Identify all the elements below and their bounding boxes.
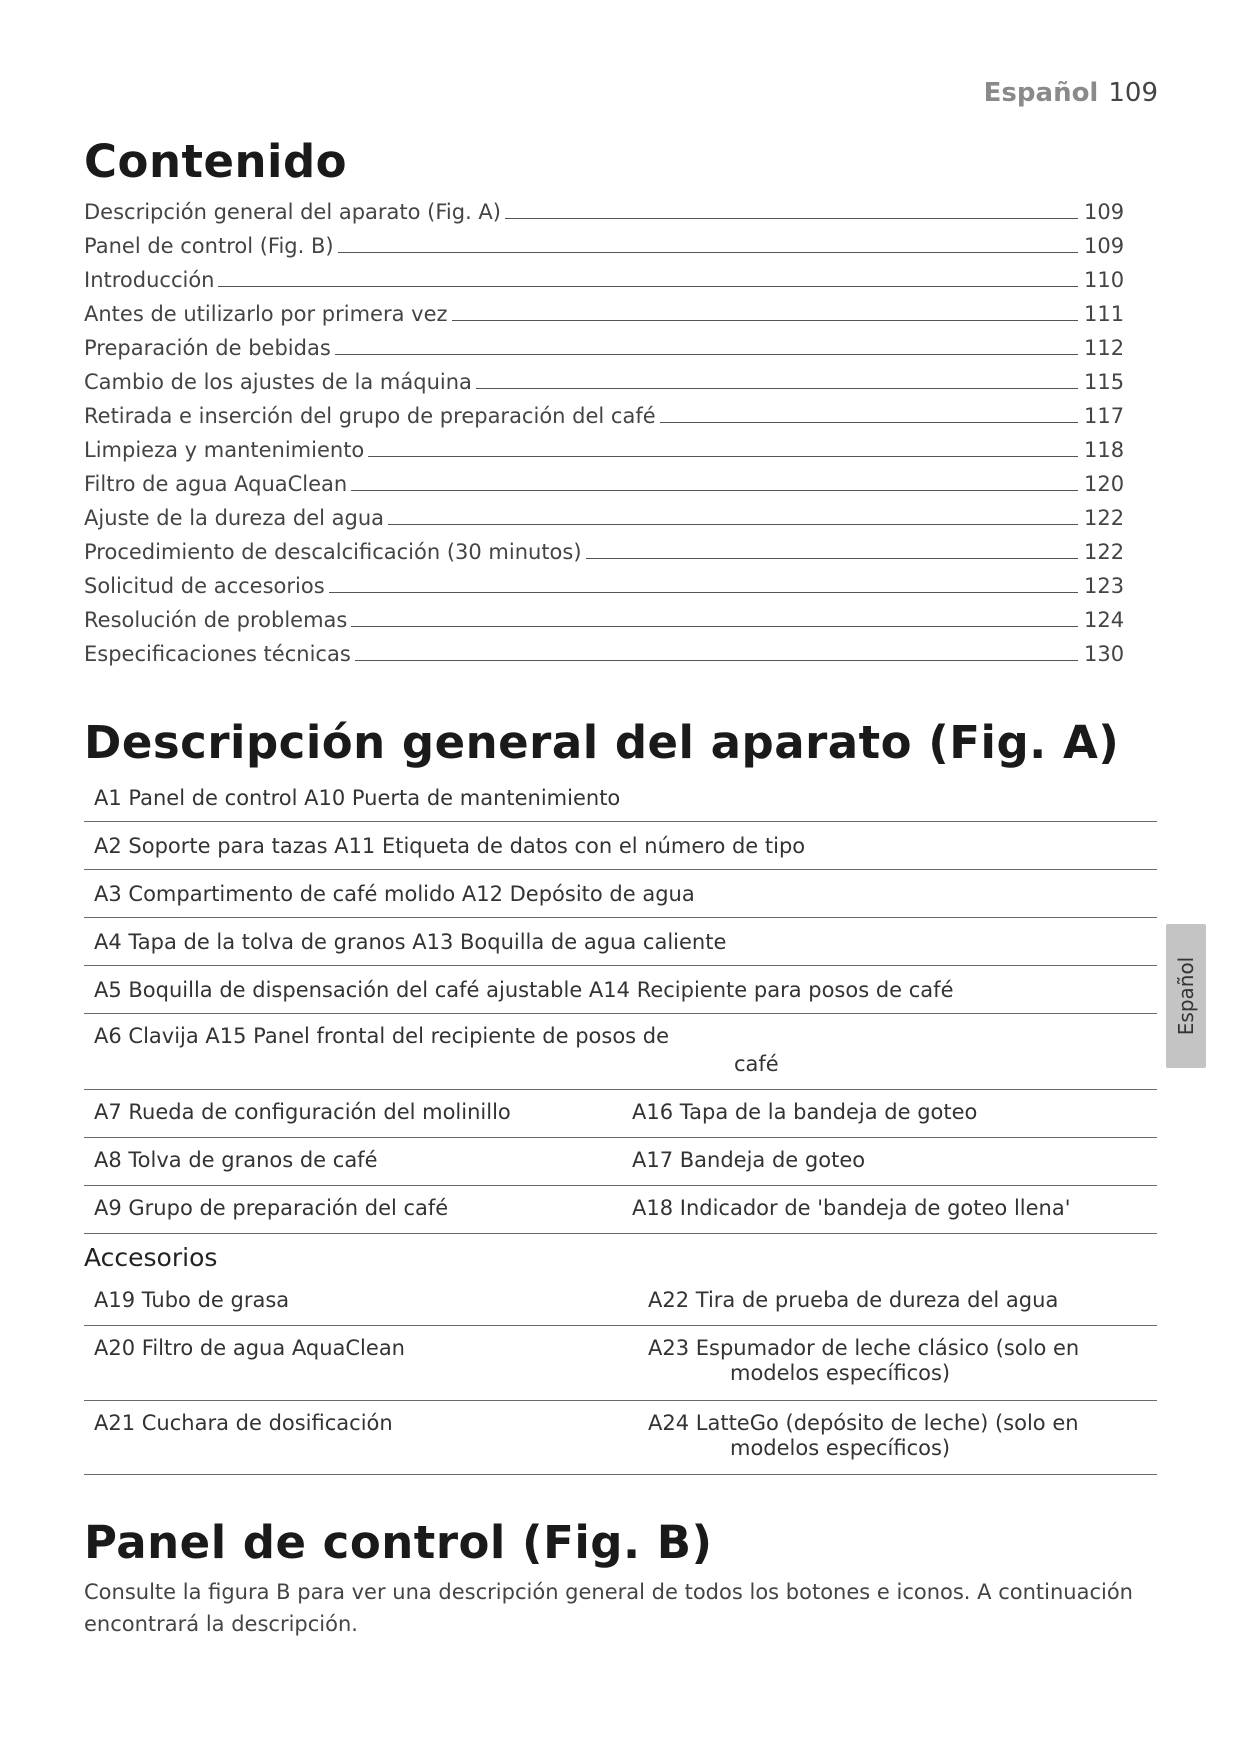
row-right-text: A16 Tapa de la bandeja de goteo — [632, 1100, 978, 1124]
toc-entry[interactable] — [84, 326, 1126, 360]
toc-entry-page: 122 — [1084, 506, 1125, 530]
table-row — [84, 774, 1157, 822]
control-panel-title: Panel de control (Fig. B) — [84, 1516, 713, 1569]
toc-entry-page: 124 — [1084, 608, 1125, 632]
toc-entry[interactable] — [84, 428, 1126, 462]
row-right-text: A22 Tira de prueba de dureza del agua — [648, 1288, 1059, 1312]
toc-leader — [452, 320, 1078, 321]
toc-leader — [388, 524, 1078, 525]
toc-entry-page: 120 — [1084, 472, 1125, 496]
row-text: A3 Compartimento de café molido A12 Depósito de agua — [94, 881, 695, 906]
table-row — [84, 1326, 1157, 1401]
toc-entry[interactable] — [84, 564, 1126, 598]
table-row — [84, 1401, 1157, 1475]
table-row — [84, 822, 1157, 870]
toc-leader — [351, 626, 1078, 627]
row-left-text: A9 Grupo de preparación del café — [94, 1196, 449, 1220]
table-row — [84, 1186, 1157, 1234]
table-row — [84, 1278, 1157, 1326]
side-tab-label: Español — [1174, 956, 1198, 1036]
toc-entry-text: Solicitud de accesorios — [84, 574, 325, 598]
toc-leader — [218, 286, 1078, 287]
toc-entry[interactable] — [84, 598, 1126, 632]
toc-entry-text: Limpieza y mantenimiento — [84, 438, 365, 462]
toc-entry-text: Ajuste de la dureza del agua — [84, 506, 385, 530]
row-right-text-continued: modelos específicos) — [730, 1436, 951, 1460]
toc-entry-page: 112 — [1084, 336, 1125, 360]
row-text: A1 Panel de control A10 Puerta de mantenimiento — [94, 785, 621, 810]
overview-table — [84, 774, 1157, 1234]
row-left-text: A21 Cuchara de dosificación — [94, 1411, 393, 1435]
toc-entry-text: Descripción general del aparato (Fig. A) — [84, 200, 501, 224]
table-row — [84, 1090, 1157, 1138]
toc-entry-page: 130 — [1084, 642, 1125, 666]
toc-leader — [586, 558, 1078, 559]
row-text: A5 Boquilla de dispensación del café ajustable A14 Recipiente para posos de café — [94, 977, 954, 1002]
table-row — [84, 918, 1157, 966]
toc-entry-page: 110 — [1084, 268, 1125, 292]
toc-leader — [368, 456, 1078, 457]
language-side-tab — [1166, 924, 1206, 1068]
toc-entry-text: Resolución de problemas — [84, 608, 348, 632]
toc-entry[interactable] — [84, 190, 1126, 224]
body-line: encontrará la descripción. — [84, 1612, 358, 1636]
overview-title: Descripción general del aparato (Fig. A) — [84, 716, 1120, 769]
row-text: A2 Soporte para tazas A11 Etiqueta de datos con el número de tipo — [94, 833, 806, 858]
toc-entry-page: 118 — [1084, 438, 1125, 462]
toc-entry-page: 115 — [1084, 370, 1125, 394]
toc-entry[interactable] — [84, 292, 1126, 326]
row-left-text: A8 Tolva de granos de café — [94, 1148, 378, 1172]
toc-leader — [338, 252, 1078, 253]
row-right-text: A17 Bandeja de goteo — [632, 1148, 866, 1172]
row-text: A4 Tapa de la tolva de granos A13 Boquilla de agua caliente — [94, 929, 727, 954]
toc-leader — [335, 354, 1078, 355]
header-language: Español — [983, 78, 1099, 108]
toc-entry-text: Especificaciones técnicas — [84, 642, 351, 666]
header-page-number: 109 — [1108, 78, 1158, 108]
page-header — [984, 78, 1158, 108]
control-panel-body — [84, 1576, 1157, 1640]
toc-entry-page: 109 — [1084, 234, 1125, 258]
toc-title: Contenido — [84, 135, 348, 188]
row-text-continued: café — [734, 1052, 779, 1076]
row-left-text: A7 Rueda de configuración del molinillo — [94, 1100, 511, 1124]
toc-entry-text: Preparación de bebidas — [84, 336, 331, 360]
toc-entry[interactable] — [84, 632, 1126, 666]
body-line: Consulte la figura B para ver una descripción general de todos los botones e iconos. A continuación — [84, 1580, 1133, 1604]
row-left-text: A19 Tubo de grasa — [94, 1288, 290, 1312]
accessories-title: Accesorios — [84, 1243, 218, 1272]
toc-leader — [660, 422, 1078, 423]
toc-entry-page: 109 — [1084, 200, 1125, 224]
accessories-table — [84, 1278, 1157, 1475]
toc-leader — [476, 388, 1078, 389]
table-row — [84, 870, 1157, 918]
toc-entry[interactable] — [84, 224, 1126, 258]
table-of-contents — [84, 190, 1126, 666]
row-text: A6 Clavija A15 Panel frontal del recipiente de posos de — [94, 1024, 670, 1048]
toc-entry[interactable] — [84, 530, 1126, 564]
toc-entry-text: Procedimiento de descalcificación (30 minutos) — [84, 540, 582, 564]
toc-leader — [355, 660, 1078, 661]
toc-entry-text: Filtro de agua AquaClean — [84, 472, 348, 496]
toc-entry-page: 111 — [1084, 302, 1125, 326]
toc-entry-text: Antes de utilizarlo por primera vez — [84, 302, 448, 326]
table-row — [84, 1138, 1157, 1186]
toc-entry[interactable] — [84, 258, 1126, 292]
toc-leader — [329, 592, 1078, 593]
row-right-text: A18 Indicador de 'bandeja de goteo llena' — [632, 1196, 1071, 1220]
toc-entry[interactable] — [84, 462, 1126, 496]
toc-entry-page: 123 — [1084, 574, 1125, 598]
table-row — [84, 966, 1157, 1014]
toc-entry-page: 117 — [1084, 404, 1125, 428]
toc-entry[interactable] — [84, 394, 1126, 428]
toc-entry-text: Cambio de los ajustes de la máquina — [84, 370, 472, 394]
toc-entry-text: Introducción — [84, 268, 215, 292]
row-right-text-continued: modelos específicos) — [730, 1361, 951, 1385]
table-row — [84, 1014, 1157, 1090]
row-right-text: A24 LatteGo (depósito de leche) (solo en — [648, 1411, 1079, 1435]
toc-entry-text: Panel de control (Fig. B) — [84, 234, 334, 258]
toc-entry-text: Retirada e inserción del grupo de preparación del café — [84, 404, 656, 428]
toc-entry[interactable] — [84, 360, 1126, 394]
toc-leader — [505, 218, 1078, 219]
row-left-text: A20 Filtro de agua AquaClean — [94, 1336, 405, 1360]
toc-leader — [351, 490, 1078, 491]
toc-entry[interactable] — [84, 496, 1126, 530]
toc-entry-page: 122 — [1084, 540, 1125, 564]
row-right-text: A23 Espumador de leche clásico (solo en — [648, 1336, 1080, 1360]
